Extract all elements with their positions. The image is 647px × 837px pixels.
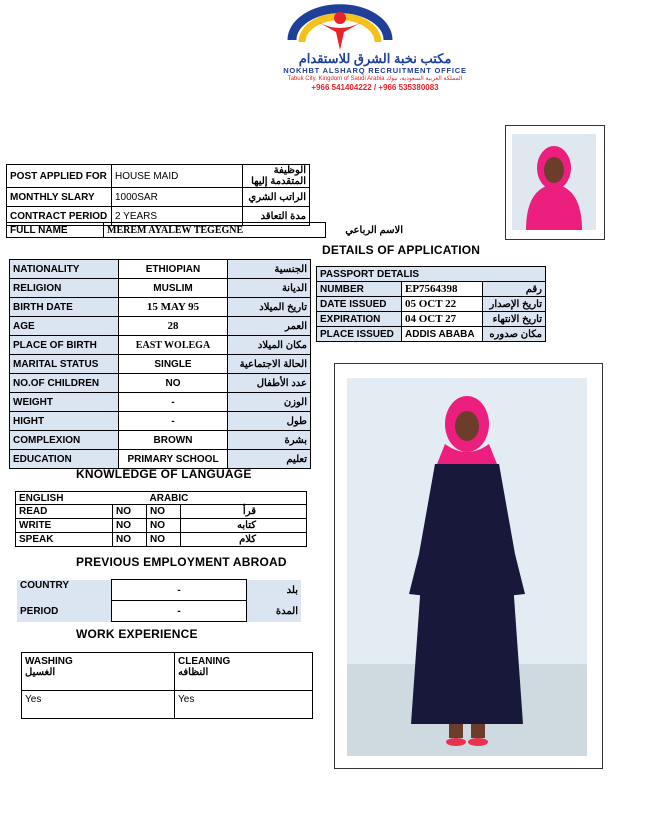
- work-experience-table: [21, 652, 313, 719]
- detail-label-ar: بشرة: [228, 431, 311, 450]
- detail-label: NO.OF CHILDREN: [10, 374, 119, 393]
- job-value: 1000SAR: [112, 188, 243, 207]
- language-label: WRITE: [16, 519, 113, 533]
- company-location-ar: المملكة العربية السعودية، تبوك: [386, 76, 463, 82]
- language-arabic-value: NO: [147, 505, 181, 519]
- detail-label: PLACE OF BIRTH: [10, 336, 119, 355]
- passport-table: [316, 266, 546, 342]
- work-label-ar: النظافه: [178, 667, 209, 678]
- detail-label-ar: الديانة: [228, 279, 311, 298]
- language-arabic-value: NO: [147, 533, 181, 547]
- detail-label-ar: طول: [228, 412, 311, 431]
- company-location: Tabuk City, Kingdom of Saudi Arabia: [287, 76, 385, 82]
- detail-label: NATIONALITY: [10, 260, 119, 279]
- work-value: Yes: [22, 691, 175, 719]
- detail-label: WEIGHT: [10, 393, 119, 412]
- previous-value: -: [112, 601, 247, 622]
- detail-value: ETHIOPIAN: [119, 260, 228, 279]
- passport-label: NUMBER: [317, 282, 402, 297]
- language-english-value: NO: [113, 505, 147, 519]
- job-label-ar: الوظيفة المتقدمة إليها: [243, 165, 310, 188]
- work-value: Yes: [175, 691, 313, 719]
- detail-value: NO: [119, 374, 228, 393]
- detail-value: BROWN: [119, 431, 228, 450]
- passport-label-ar: تاريخ الانتهاء: [483, 312, 546, 327]
- job-table: [6, 164, 310, 226]
- fullname-table: [6, 222, 406, 238]
- company-phones: +966 541404222 / +966 535380083: [311, 83, 439, 92]
- section-title-language: KNOWLEDGE OF LANGUAGE: [76, 467, 252, 481]
- detail-label: MARITAL STATUS: [10, 355, 119, 374]
- previous-label-ar: المدة: [247, 601, 302, 622]
- passport-value: 05 OCT 22: [402, 297, 483, 312]
- detail-label: COMPLEXION: [10, 431, 119, 450]
- detail-label-ar: تاريخ الميلاد: [228, 298, 311, 317]
- section-title-work: WORK EXPERIENCE: [76, 627, 198, 641]
- language-english-value: NO: [113, 519, 147, 533]
- portrait-photo: [506, 126, 602, 237]
- detail-label: AGE: [10, 317, 119, 336]
- job-label-ar: مدة التعاقد: [243, 207, 310, 226]
- full-body-photo-frame: [334, 363, 603, 769]
- fullname-value: MEREM AYALEW TEGEGNE: [104, 223, 326, 238]
- previous-label-ar: بلد: [247, 580, 302, 601]
- language-col-arabic: ARABIC: [147, 492, 307, 505]
- full-body-photo: [335, 364, 600, 766]
- job-label: POST APPLIED FOR: [7, 165, 112, 188]
- fullname-label: FULL NAME: [7, 223, 104, 238]
- detail-value: MUSLIM: [119, 279, 228, 298]
- fullname-label-ar: الاسم الرباعي: [345, 224, 403, 236]
- detail-label: HIGHT: [10, 412, 119, 431]
- job-value: HOUSE MAID: [112, 165, 243, 188]
- previous-employment-table: [17, 579, 301, 622]
- passport-title: PASSPORT DETALIS: [317, 267, 546, 282]
- section-title-details: DETAILS OF APPLICATION: [322, 243, 481, 257]
- detail-value: SINGLE: [119, 355, 228, 374]
- job-label: MONTHLY SLARY: [7, 188, 112, 207]
- language-label: SPEAK: [16, 533, 113, 547]
- passport-label: EXPIRATION: [317, 312, 402, 327]
- detail-value: PRIMARY SCHOOL: [119, 450, 228, 469]
- passport-value: ADDIS ABABA: [402, 327, 483, 342]
- detail-value: 15 MAY 95: [119, 298, 228, 317]
- passport-label: PLACE ISSUED: [317, 327, 402, 342]
- job-label: CONTRACT PERIOD: [7, 207, 112, 226]
- job-label-ar: الراتب الشري: [243, 188, 310, 207]
- detail-value: -: [119, 393, 228, 412]
- detail-label: RELIGION: [10, 279, 119, 298]
- work-header-cleaning: [175, 653, 313, 691]
- work-label: WASHING: [25, 656, 73, 667]
- detail-label-ar: الجنسية: [228, 260, 311, 279]
- company-english-name: NOKHBT ALSHARQ RECRUITMENT OFFICE: [283, 66, 467, 75]
- detail-value: 28: [119, 317, 228, 336]
- previous-label: PERIOD: [17, 601, 112, 622]
- company-logo: [280, 4, 400, 54]
- detail-label-ar: الحالة الاجتماعية: [228, 355, 311, 374]
- passport-value: 04 OCT 27: [402, 312, 483, 327]
- work-label-ar: الغسيل: [25, 667, 56, 678]
- passport-label-ar: رقم: [483, 282, 546, 297]
- previous-value: -: [112, 580, 247, 601]
- company-arabic-name: مكتب نخبة الشرق للاستقدام: [298, 51, 452, 66]
- detail-label-ar: عدد الأطفال: [228, 374, 311, 393]
- work-label: CLEANING: [178, 656, 231, 667]
- passport-label: DATE ISSUED: [317, 297, 402, 312]
- language-arabic-value: NO: [147, 519, 181, 533]
- language-col-english: ENGLISH: [16, 492, 147, 505]
- passport-value: EP7564398: [402, 282, 483, 297]
- detail-label: BIRTH DATE: [10, 298, 119, 317]
- detail-label-ar: تعليم: [228, 450, 311, 469]
- passport-label-ar: تاريخ الإصدار: [483, 297, 546, 312]
- section-title-previous: PREVIOUS EMPLOYMENT ABROAD: [76, 555, 287, 569]
- detail-label-ar: العمر: [228, 317, 311, 336]
- details-table: [9, 259, 311, 469]
- detail-label-ar: الوزن: [228, 393, 311, 412]
- language-english-value: NO: [113, 533, 147, 547]
- detail-label-ar: مكان الميلاد: [228, 336, 311, 355]
- language-label: READ: [16, 505, 113, 519]
- detail-value: EAST WOLEGA: [119, 336, 228, 355]
- previous-label: COUNTRY: [17, 580, 112, 601]
- language-label-ar: كتابه: [181, 519, 307, 533]
- language-table: [15, 491, 307, 547]
- portrait-photo-frame: [505, 125, 605, 240]
- detail-value: -: [119, 412, 228, 431]
- work-header-washing: [22, 653, 175, 691]
- language-label-ar: كلام: [181, 533, 307, 547]
- passport-label-ar: مكان صدوره: [483, 327, 546, 342]
- detail-label: EDUCATION: [10, 450, 119, 469]
- language-label-ar: قرأ: [181, 505, 307, 519]
- job-value: 2 YEARS: [112, 207, 243, 226]
